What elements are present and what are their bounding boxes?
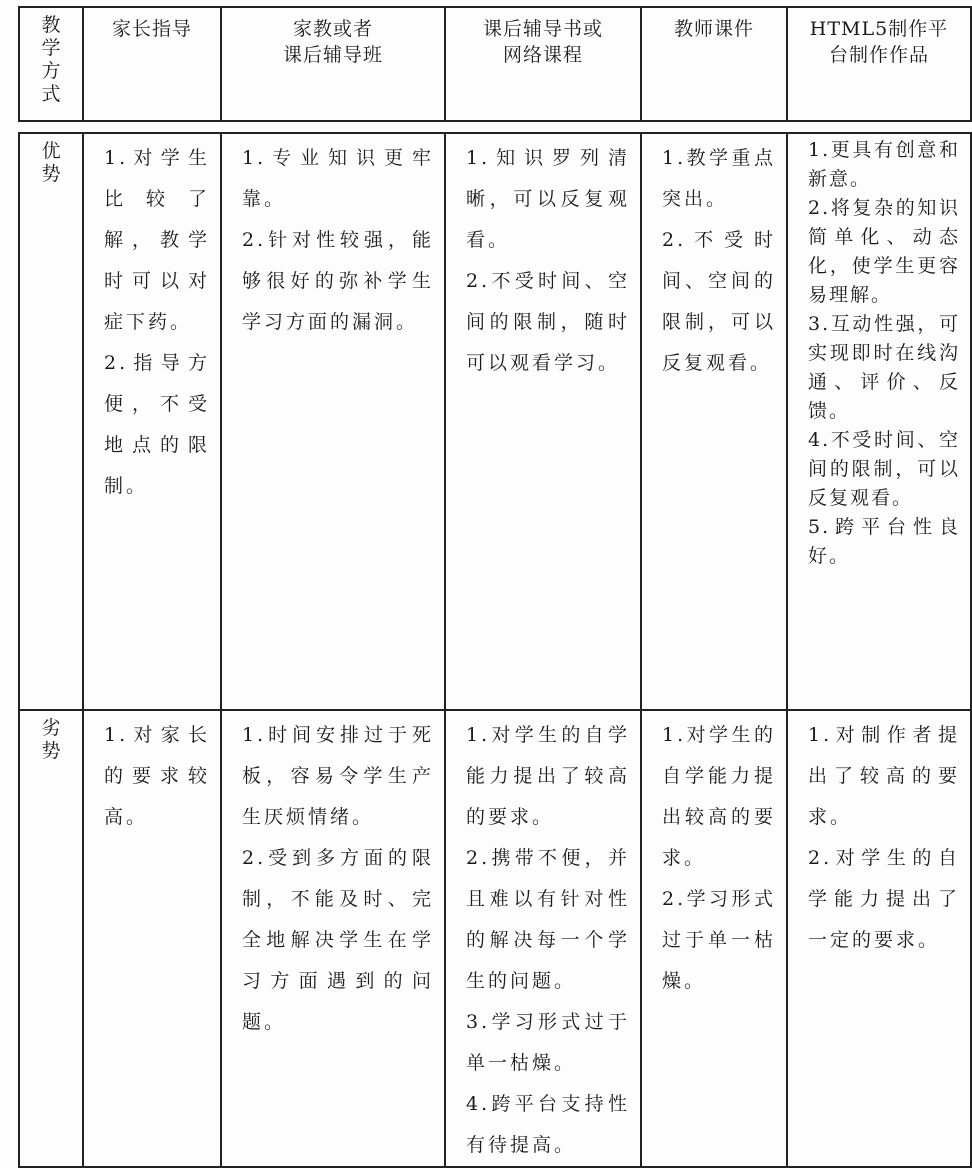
list-item: 1.时间安排过于死板，容易令学生产生厌烦情绪。 (242, 724, 434, 828)
cell-adv-courseware (641, 133, 787, 710)
header-cell-books (445, 7, 641, 121)
cell-dis-courseware (641, 710, 787, 1167)
header-courseware-label: 教师课件 (673, 18, 754, 40)
list-item: 1.对家长的要求较高。 (104, 724, 210, 828)
list-item: 2.携带不便，并且难以有针对性的解决每一个学生的问题。 (466, 847, 630, 992)
list-item: 1.教学重点突出。 (662, 147, 776, 210)
list-item: 1.知识罗列清晰，可以反复观看。 (466, 147, 630, 251)
row-label-cell (19, 133, 83, 710)
list-item: 2.学习形式过于单一枯燥。 (662, 888, 776, 992)
header-html5-label: HTML5制作平 台制作作品 (809, 18, 949, 66)
cell-dis-tutor (221, 710, 445, 1167)
row-label-advantages: 优势 (41, 140, 61, 185)
list-item: 2.不受时间、空间的限制，随时可以观看学习。 (466, 270, 630, 374)
list-item: 1.对学生的自学能力提出了较高的要求。 (466, 724, 630, 828)
list-item: 1.更具有创意和新意。 (808, 139, 960, 190)
cell-adv-tutor (221, 133, 445, 710)
list-item: 1.对制作者提出了较高的要求。 (808, 724, 960, 828)
list-item: 3.互动性强，可实现即时在线沟通、评价、反馈。 (808, 313, 960, 422)
cell-adv-parent (83, 133, 221, 710)
cell-dis-html5 (787, 710, 971, 1167)
list-item: 1.对学生的自学能力提出较高的要求。 (662, 724, 776, 869)
comparison-table-body (18, 132, 972, 1168)
list-item: 2.受到多方面的限制，不能及时、完全地解决学生在学习方面遇到的问题。 (242, 847, 434, 1033)
header-cell-courseware (641, 7, 787, 121)
header-parent-label: 家长指导 (111, 18, 192, 40)
list-item: 2.对学生的自学能力提出了一定的要求。 (808, 847, 960, 951)
header-cell-parent (83, 7, 221, 121)
list-item: 2.将复杂的知识简单化、动态化，使学生更容易理解。 (808, 197, 960, 306)
table-row-disadvantages (19, 710, 971, 1167)
cell-dis-parent (83, 710, 221, 1167)
header-books-label: 课后辅导书或 网络课程 (482, 18, 603, 66)
row-label-disadvantages: 劣势 (41, 717, 61, 762)
comparison-table-header (18, 6, 972, 122)
cell-dis-books (445, 710, 641, 1167)
header-method-label: 教学方式 (41, 14, 61, 105)
list-item: 2.针对性较强，能够很好的弥补学生学习方面的漏洞。 (242, 229, 434, 333)
header-cell-tutor (221, 7, 445, 121)
row-label-cell (19, 710, 83, 1167)
list-item: 1.专业知识更牢靠。 (242, 147, 434, 210)
list-item: 3.学习形式过于单一枯燥。 (466, 1011, 630, 1074)
list-item: 1.对学生比较了解，教学时可以对症下药。 (104, 147, 210, 333)
cell-adv-books (445, 133, 641, 710)
list-item: 4.跨平台支持性有待提高。 (466, 1093, 630, 1156)
list-item: 5.跨平台性良好。 (808, 516, 960, 567)
header-tutor-label: 家教或者 课后辅导班 (282, 18, 383, 66)
header-cell-method (19, 7, 83, 121)
header-cell-html5 (787, 7, 971, 121)
table-row-advantages (19, 133, 971, 710)
list-item: 2.指导方便，不受地点的限制。 (104, 352, 210, 497)
list-item: 4.不受时间、空间的限制，可以反复观看。 (808, 429, 960, 509)
list-item: 2.不受时间、空间的限制，可以反复观看。 (662, 229, 776, 374)
cell-adv-html5 (787, 133, 971, 710)
